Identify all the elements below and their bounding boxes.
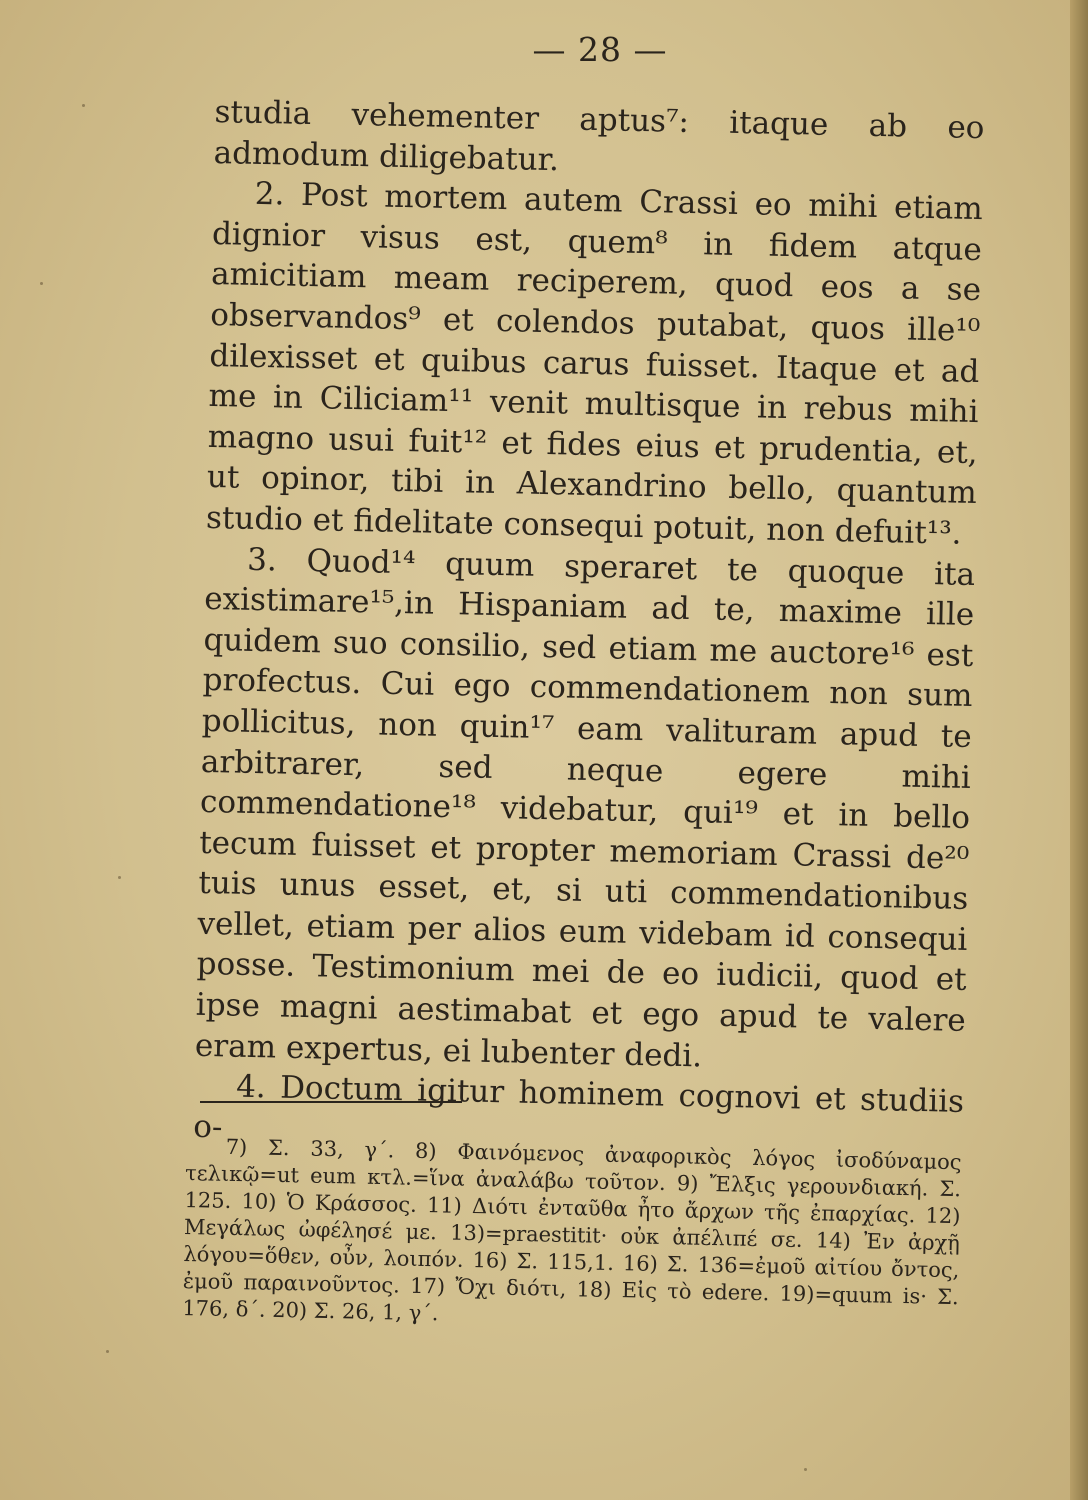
paper-speck [40, 282, 43, 285]
paragraph-2: 2. Post mortem autem Crassi eo mihi etiam dignior visus est, quem⁸ in fidem atque amicitiam meam reciperem, quod eos a se observandos⁹ et colendos putabat, quos ille¹⁰ dilexisset et quibus carus fuisset. Itaque et ad me in Ciliciam¹¹ venit multisque in rebus mihi magno usui fuit¹² et fides eius et prudentia, et, ut opinor, tibi in Alexandrino bello, quantum studio et fidelitate consequi potuit, non defuit¹³. [205, 176, 984, 552]
paper-speck [106, 1350, 109, 1353]
paragraph-4: 4. Doctum igitur hominem cognovi et studiis o- [192, 1068, 965, 1146]
footnotes: 7) Σ. 33, γ΄. 8) Φαινόμενος ἀναφορικὸς λόγος ἰσοδύναμος τελικῷ=ut eum κτλ.=ἵνα ἀναλάβω τοῦτον. 9) Ἔλξις γερουνδιακή. Σ. 125. 10) Ὁ Κράσσος. 11) Διότι ἐνταῦθα ἦτο ἄρχων τῆς ἐπαρχίας. 12) Μεγάλως ὠφέλησέ με. 13)=praestitit· οὐκ ἀπέλιπέ σε. 14) Ἐν ἀρχῇ λόγου=ὅθεν, οὖν, λοιπόν. 16) Σ. 115,1. 16) Σ. 136=ἐμοῦ αἰτίου ὄντος, ἐμοῦ παραινοῦντος. 17) Ὄχι διότι, 18) Εἰς τὸ edere. 19)=quum is· Σ. 176, δ΄. 20) Σ. 26, 1, γ΄. [182, 1134, 962, 1326]
main-text [193, 92, 985, 1163]
paragraph-3: 3. Quod¹⁴ quum speraret te quoque ita existimare¹⁵,in Hispaniam ad te, maxime ille quidem suo consilio, sed etiam me auctore¹⁶ est profectus. Cui ego commendationem non sum pollicitus, non quin¹⁷ eam valituram apud te arbitrarer, sed neque egere mihi commendatione¹⁸ videbatur, qui¹⁹ et in bello tecum fuisset et propter memoriam Crassi de²⁰ tuis unus esset, et, si uti commendationibus vellet, etiam per alios eum videbam id consequi posse. Testimonium mei de eo iudicii, quod et ipse magni aestimabat et ego apud te valere eram expertus, ei lubenter dedi. [194, 541, 976, 1075]
page-edge [1070, 0, 1088, 1500]
paragraph-1: studia vehementer aptus⁷: itaque ab eo admodum diligebatur. [213, 93, 985, 178]
paper-speck [82, 104, 85, 107]
footnote-divider [200, 1101, 462, 1103]
page-number: — 28 — [532, 30, 668, 69]
paper-speck [804, 1468, 807, 1471]
paper-speck [118, 876, 121, 879]
